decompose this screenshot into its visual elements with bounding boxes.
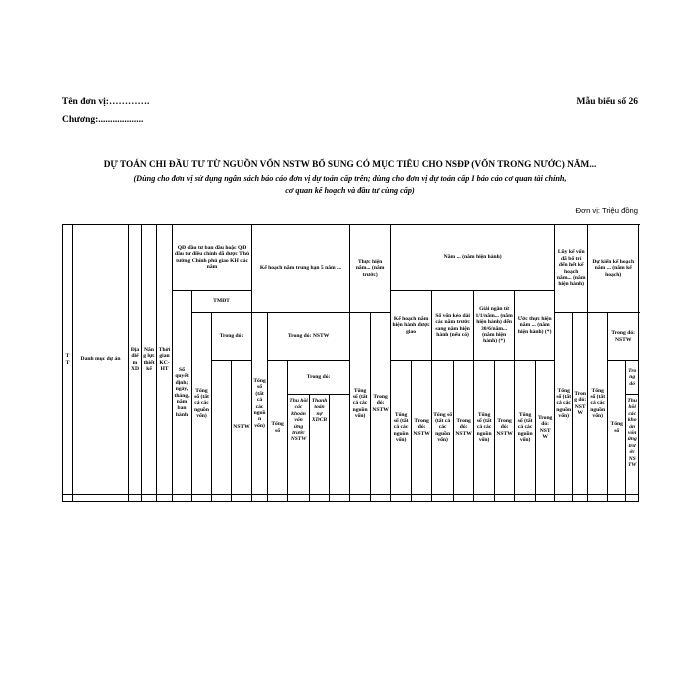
col-capacity: Năng lực thiết kế	[142, 225, 157, 495]
plan-nstw-of-which: Trong đó	[626, 361, 639, 395]
plan-total: Tổng số (tất cả các nguồn vốn)	[588, 313, 608, 495]
cumulative-of-which-nstw: Trong đó: NSTW	[573, 313, 588, 495]
medium-nstw-total: Tổng số	[268, 361, 288, 495]
estimate-table	[62, 224, 639, 502]
tmdt-nstw: NSTW	[232, 361, 252, 495]
cumulative-total: Tổng số (tất cả các nguồn vốn)	[555, 313, 573, 495]
medium-advance-recovery: Thu hồi các khoản vốn ứng trước NSTW	[288, 395, 310, 495]
form-number: Mẫu biểu số 26	[576, 97, 638, 107]
estimated-total: Tổng số (tất cả các nguồn vốn)	[515, 361, 536, 495]
col-plan-next: Dự kiến kế hoạch năm ... (năm kế hoạch)	[588, 225, 639, 313]
col-tt: TT	[63, 225, 73, 495]
medium-total: Tổng số (tất cả các nguồn vốn)	[252, 313, 268, 495]
col-duration: Thời gian KC-HT	[157, 225, 173, 495]
medium-debt-payment: Thanh toán nợ XDCB	[310, 395, 330, 495]
col-medium-plan: Kế hoạch năm trung hạn 5 năm ...	[252, 225, 350, 313]
plan-nstw-total: Tổng số	[608, 361, 626, 495]
medium-empty	[330, 395, 350, 495]
plan-advance-recovery: Thu hồi các khoản vốn ứng trước NSTW	[626, 395, 639, 495]
document-title: DỰ TOÁN CHI ĐẦU TƯ TỪ NGUỒN VỐN NSTW BỔ SUNG CÓ MỤC TIÊU CHO NSĐP (VỐN TRONG NƯỚC) NĂM...	[103, 160, 597, 170]
col-location: Địa điểm XD	[129, 225, 142, 495]
disbursed-nstw: Trong đó: NSTW	[495, 361, 515, 495]
year-plan-total: Tổng số (tất cả các nguồn vốn)	[391, 361, 412, 495]
document-subtitle-line2: cơ quan kế hoạch và đầu tư cùng cấp)	[285, 186, 415, 195]
col-cumulative: Lũy kế vốn đã bố trí đến hết kế hoạch năm... (năm hiện hành)	[555, 225, 588, 313]
document-subtitle-line1: (Dùng cho đơn vị sử dụng ngân sách báo cáo đơn vị dự toán cấp trên; dùng cho đơn vị dự toán cấp I báo cáo cơ quan tài chính,	[133, 174, 567, 183]
disbursed-total: Tổng số (tất cả các nguồn vốn)	[474, 361, 495, 495]
year-plan-nstw: Trong đó: NSTW	[412, 361, 432, 495]
actual-of-which-nstw: Trong đó: NSTW	[371, 313, 391, 495]
currency-unit: Đơn vị: Triệu đồng	[575, 206, 638, 215]
estimated-nstw: Trong đó: NSTW	[536, 361, 555, 495]
tmdt-of-which-empty	[212, 361, 232, 495]
chapter-label: Chương:...................	[62, 115, 144, 125]
medium-of-which-nstw: Trong đó: NSTW	[268, 313, 350, 361]
col-actual: Thực hiện năm... (năm trước)	[350, 225, 391, 313]
col-capital-extended: Số vốn kéo dài các năm trước sang năm hiện hành (nếu có)	[432, 291, 474, 361]
col-decision: QĐ đầu tư ban đầu hoặc QĐ đầu tư điều chỉnh đã được Thủ tướng Chính phủ giao KH các năm	[173, 225, 252, 291]
medium-nstw-of-which: Trong đó:	[288, 361, 350, 395]
col-decision-no: Số quyết định; ngày, tháng, năm ban hành	[173, 291, 192, 495]
col-year-plan: Kế hoạch năm hiện hành được giao	[391, 291, 432, 361]
unit-name-label: Tên đơn vị:………….	[62, 97, 150, 107]
extended-total: Tổng số (tất cả các nguồn vốn)	[432, 361, 454, 495]
table-row	[63, 495, 639, 502]
extended-nstw: Trong đó: NSTW	[454, 361, 474, 495]
col-tmdt: TMĐT	[192, 291, 252, 313]
col-year-current: Năm ... (năm hiện hành)	[391, 225, 555, 291]
col-estimated: Ước thực hiện năm ... (năm hiện hành) (*)	[515, 291, 555, 361]
tmdt-of-which: Trong đó:	[212, 313, 252, 361]
col-project-list: Danh mục dự án	[73, 225, 129, 495]
col-disbursed: Giải ngân từ 1/1/năm... (năm hiện hành) đến 30/6/năm... (năm hiện hành) (*)	[474, 291, 515, 361]
plan-of-which-nstw: Trong đó: NSTW	[608, 313, 639, 361]
tmdt-total: Tổng số (tất cả các nguồn vốn)	[192, 313, 212, 495]
actual-total: Tổng số (tất cả các nguồn vốn)	[350, 313, 371, 495]
